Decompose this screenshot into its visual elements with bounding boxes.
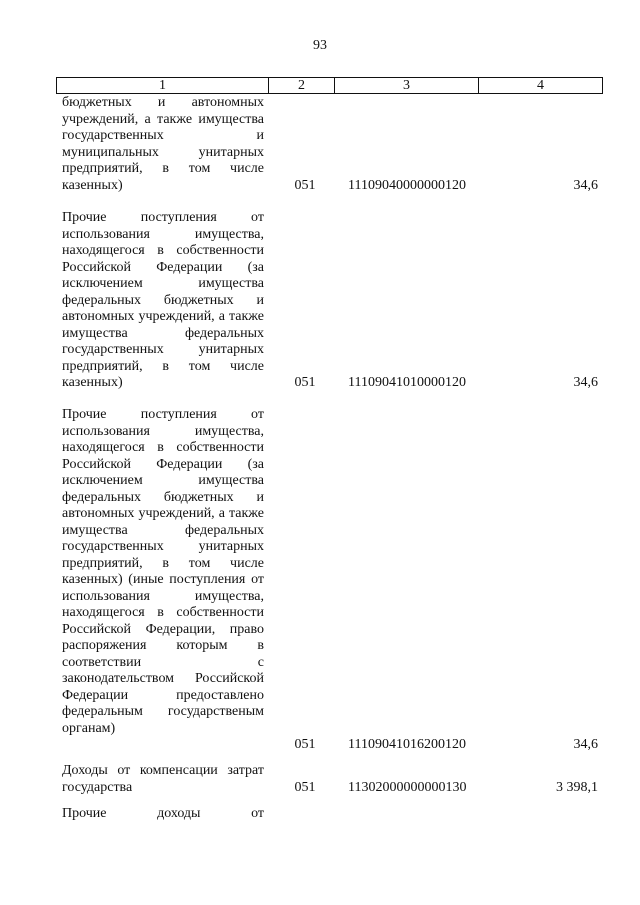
row-description: Прочие доходы от — [62, 806, 264, 821]
row-description: бюджетных и автономных учреждений, а также имущества государственных и муниципальных унитарных предприятий, в том числе казенных) — [62, 95, 264, 193]
row-description: Прочие поступления от использования имущества, находящегося в собственности Российской Федерации (за исключением имущества федеральных бюджетных и автономных учреждений, а также имущества федеральных государственных унитарных предприятий, в том числе казенных) — [62, 210, 264, 390]
row-admin-code: 051 — [294, 178, 316, 193]
header-col-3: 3 — [335, 78, 479, 94]
row-kbk-code: 11302000000000130 — [348, 780, 467, 795]
row-admin-code: 051 — [294, 737, 316, 752]
row-amount: 34,6 — [573, 178, 598, 193]
header-col-1: 1 — [57, 78, 269, 94]
row-description: Прочие поступления от использования имущества, находящегося в собственности Российской Федерации (за исключением имущества федеральных бюджетных и автономных учреждений, а также имущества федеральных государственных унитарных предприятий, в том числе казенных) (иные поступления от использования имущества, находящегося в собственности Российской Федерации, право распоряжения которым в соответствии с законодательством Российской Федерации предоставлено федеральным государственым органам) — [62, 407, 264, 736]
row-kbk-code: 11109040000000120 — [348, 178, 466, 193]
row-description: Доходы от компенсации затрат государства — [62, 763, 264, 795]
row-amount: 34,6 — [573, 375, 598, 390]
table-header-row — [57, 78, 603, 94]
page-number: 93 — [313, 38, 327, 53]
row-kbk-code: 11109041016200120 — [348, 737, 466, 752]
table-header — [56, 77, 603, 94]
header-col-4: 4 — [479, 78, 603, 94]
row-amount: 34,6 — [573, 737, 598, 752]
header-col-2: 2 — [269, 78, 335, 94]
row-admin-code: 051 — [294, 375, 316, 390]
row-amount: 3 398,1 — [556, 780, 598, 795]
row-kbk-code: 11109041010000120 — [348, 375, 466, 390]
row-admin-code: 051 — [294, 780, 316, 795]
